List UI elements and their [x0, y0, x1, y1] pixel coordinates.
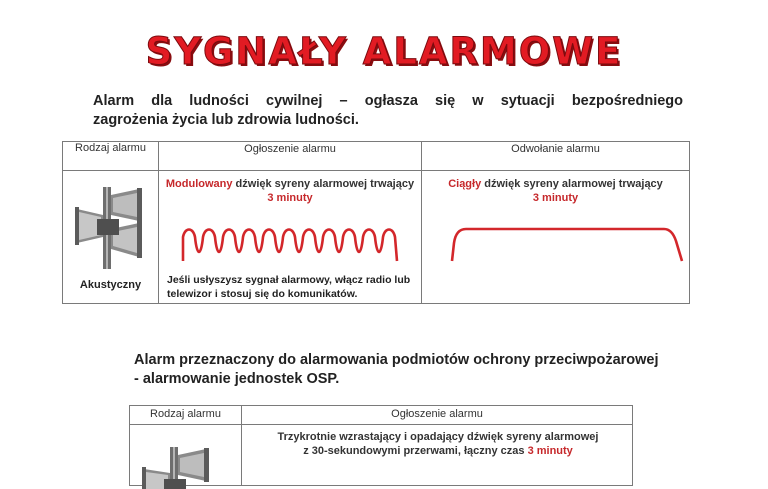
modulated-wave-graphic [181, 221, 401, 263]
siren-icon [140, 445, 214, 489]
osp-line-2: - alarmowanie jednostek OSP. [134, 371, 340, 387]
intro-text [93, 92, 683, 130]
intro-line-1: Alarm dla ludności cywilnej – ogłasza się w sytuacji bezpośredniego [93, 93, 683, 109]
announce-note: Jeśli usłyszysz sygnał alarmowy, włącz radio lub telewizor i stosuj się do komunikatów. [167, 274, 411, 300]
siren-icon [73, 185, 147, 271]
table-header-row [130, 406, 633, 425]
osp-alarm-table [129, 405, 633, 486]
announce-description [163, 177, 417, 205]
continuous-tone-graphic [450, 221, 685, 263]
civil-alarm-table [62, 141, 690, 304]
alarm-type-cell [63, 171, 159, 304]
table-row [63, 171, 690, 304]
osp-section-heading [134, 351, 694, 389]
cancel-cell [422, 171, 690, 304]
col-header-type: Rodzaj alarmu [130, 406, 242, 425]
osp-desc-line-2: z 30-sekundowymi przerwami, łączny czas [303, 445, 528, 457]
cancel-highlight: Ciągły [448, 178, 482, 190]
alarm-type-label: Akustyczny [79, 279, 142, 291]
announce-text: dźwięk syreny alarmowej trwający [232, 178, 415, 190]
osp-announce-description [250, 430, 626, 458]
page-title: SYGNAŁY ALARMOWE [145, 30, 623, 73]
announce-cell [159, 171, 422, 304]
col-header-announce: Ogłoszenie alarmu [159, 142, 422, 171]
osp-line-1: Alarm przeznaczony do alarmowania podmiotów ochrony przeciwpożarowej [134, 352, 659, 368]
osp-duration: 3 minuty [527, 445, 573, 457]
cancel-duration: 3 minuty [532, 192, 579, 204]
announce-highlight: Modulowany [165, 178, 233, 190]
table-header-row [63, 142, 690, 171]
osp-desc-line-1: Trzykrotnie wzrastający i opadający dźwięk syreny alarmowej [277, 431, 599, 443]
col-header-announce: Ogłoszenie alarmu [242, 406, 633, 425]
cancel-description [426, 177, 685, 205]
table-row [130, 425, 633, 486]
cancel-text: dźwięk syreny alarmowej trwający [481, 178, 663, 190]
alarm-type-cell [130, 425, 242, 486]
col-header-type: Rodzaj alarmu [63, 142, 159, 171]
intro-line-2: zagrożenia życia lub zdrowia ludności. [93, 112, 359, 128]
announce-duration: 3 minuty [267, 192, 313, 204]
col-header-cancel: Odwołanie alarmu [422, 142, 690, 171]
announce-cell [242, 425, 633, 486]
